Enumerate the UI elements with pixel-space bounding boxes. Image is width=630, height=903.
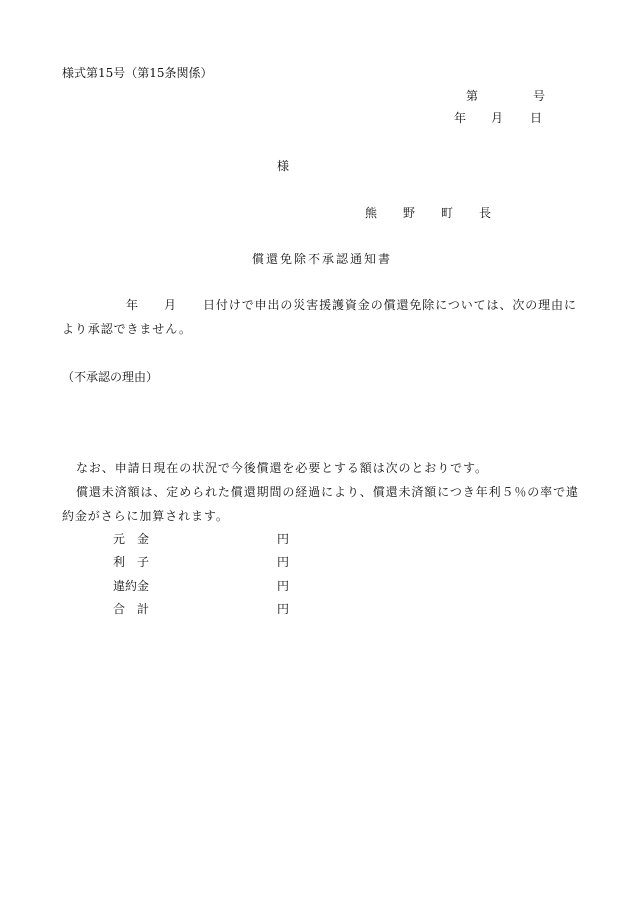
amount-label-total: 合 計 xyxy=(113,602,150,616)
amount-label-principal: 元 金 xyxy=(113,532,150,546)
addressee-suffix: 様 xyxy=(277,159,290,173)
body-line1: 日付けで申出の災害援護資金の償還免除については、次の理由に xyxy=(203,298,577,312)
amount-label-interest: 利 子 xyxy=(113,555,150,569)
body-year: 年 xyxy=(126,298,139,312)
amount-unit: 円 xyxy=(277,579,290,593)
form-label: 様式第15号（第15条関係） xyxy=(62,66,213,80)
body-month: 月 xyxy=(164,298,177,312)
amount-unit: 円 xyxy=(277,602,290,616)
body-line2: より承認できません。 xyxy=(62,322,192,336)
amount-label-penalty: 違約金 xyxy=(113,579,150,593)
amount-unit: 円 xyxy=(277,555,290,569)
amount-unit: 円 xyxy=(277,532,290,546)
number-suffix: 号 xyxy=(533,89,546,103)
date-year: 年 xyxy=(454,111,467,125)
note-2-line-2: 約金がさらに加算されます。 xyxy=(62,509,229,523)
issuer-char: 熊 xyxy=(365,206,378,220)
date-month: 月 xyxy=(491,111,504,125)
reason-heading: （不承認の理由） xyxy=(62,370,159,384)
note-2-line-1: 償還未済額は、定められた償還期間の経過により、償還未済額につき年利５％の率で違 xyxy=(76,485,579,499)
issuer-char: 長 xyxy=(479,206,492,220)
date-day: 日 xyxy=(530,111,543,125)
note-1: なお、申請日現在の状況で今後償還を必要とする額は次のとおりです。 xyxy=(76,461,488,475)
document-title: 償還免除不承認通知書 xyxy=(252,252,393,266)
issuer-char: 町 xyxy=(441,206,454,220)
number-prefix: 第 xyxy=(466,89,479,103)
issuer-char: 野 xyxy=(403,206,416,220)
